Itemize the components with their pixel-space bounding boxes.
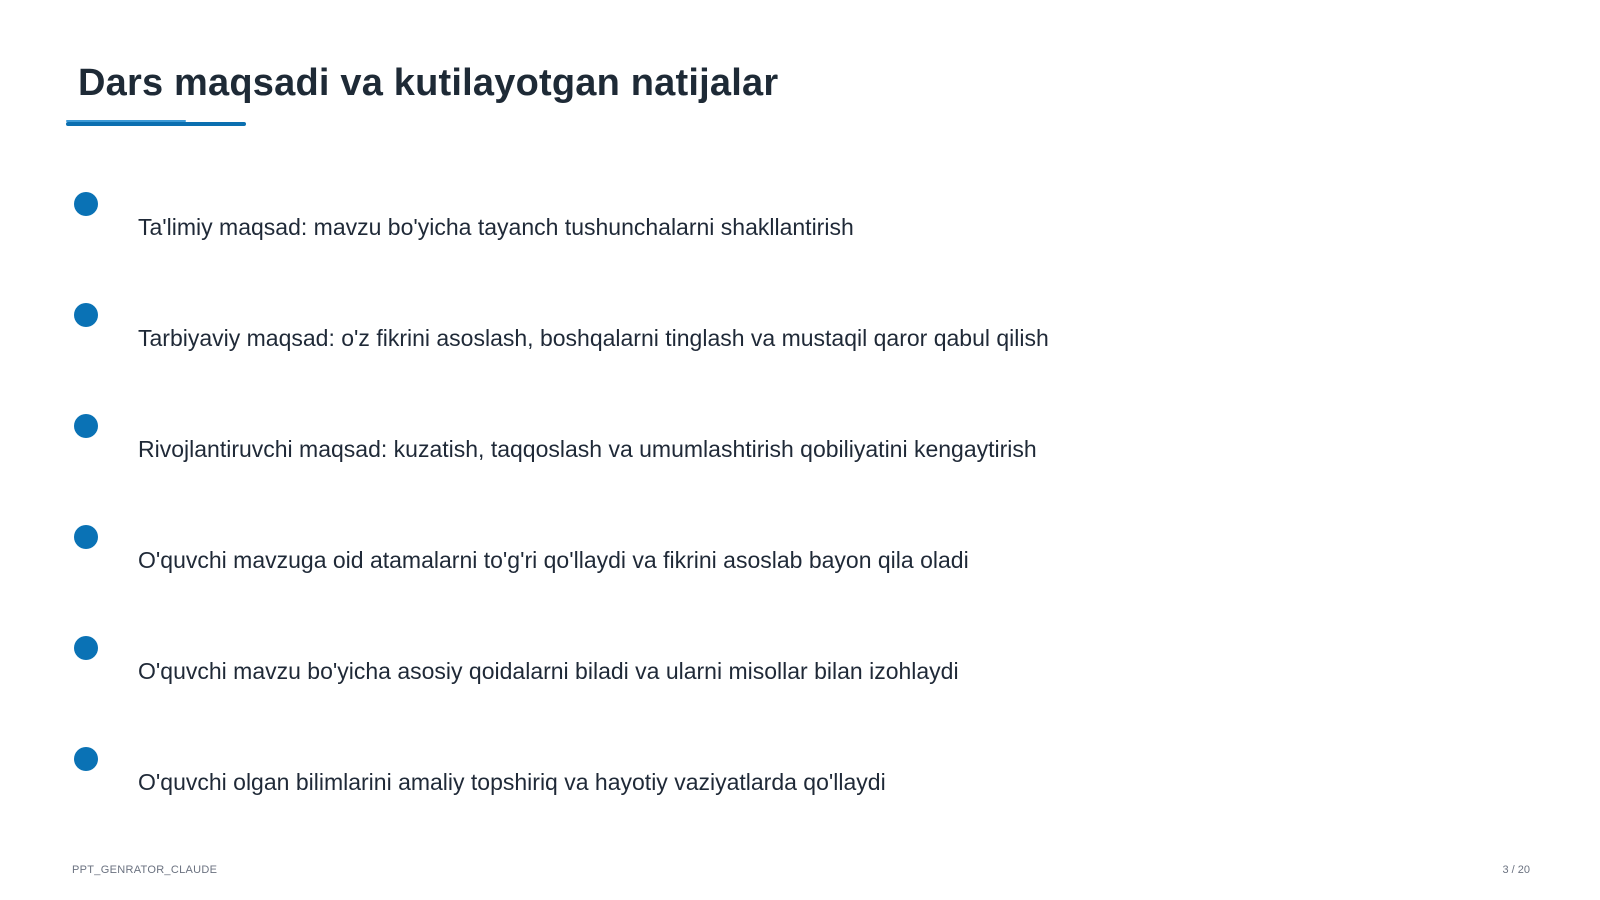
bullet-dot-icon	[74, 525, 98, 549]
bullet-text: Tarbiyaviy maqsad: o'z fikrini asoslash, boshqalarni tinglash va mustaqil qaror qabul qilish	[138, 325, 1049, 351]
bullet-dot-icon	[74, 747, 98, 771]
bullet-dot-icon	[74, 192, 98, 216]
bullet-text: O'quvchi olgan bilimlarini amaliy topshiriq va hayotiy vaziyatlarda qo'llaydi	[138, 769, 886, 795]
page-indicator: 3 / 20	[1502, 864, 1530, 876]
bullet-item	[74, 303, 1274, 363]
bullet-item	[74, 747, 1274, 807]
bullet-text: Rivojlantiruvchi maqsad: kuzatish, taqqoslash va umumlashtirish qobiliyatini kengaytirish	[138, 436, 1037, 462]
bullet-item	[74, 636, 1274, 696]
bullet-dot-icon	[74, 636, 98, 660]
bullet-dot-icon	[74, 414, 98, 438]
bullet-text: Ta'limiy maqsad: mavzu bo'yicha tayanch tushunchalarni shakllantirish	[138, 214, 854, 240]
bullet-text: O'quvchi mavzuga oid atamalarni to'g'ri qo'llaydi va fikrini asoslab bayon qila oladi	[138, 547, 969, 573]
bullet-item	[74, 525, 1274, 585]
bullet-item	[74, 192, 1274, 252]
slide-title: Dars maqsadi va kutilayotgan natijalar	[78, 62, 779, 104]
bullet-dot-icon	[74, 303, 98, 327]
bullet-item	[74, 414, 1274, 474]
footer-source-label: PPT_GENRATOR_CLAUDE	[72, 864, 218, 876]
bullet-text: O'quvchi mavzu bo'yicha asosiy qoidalarni biladi va ularni misollar bilan izohlaydi	[138, 658, 959, 684]
